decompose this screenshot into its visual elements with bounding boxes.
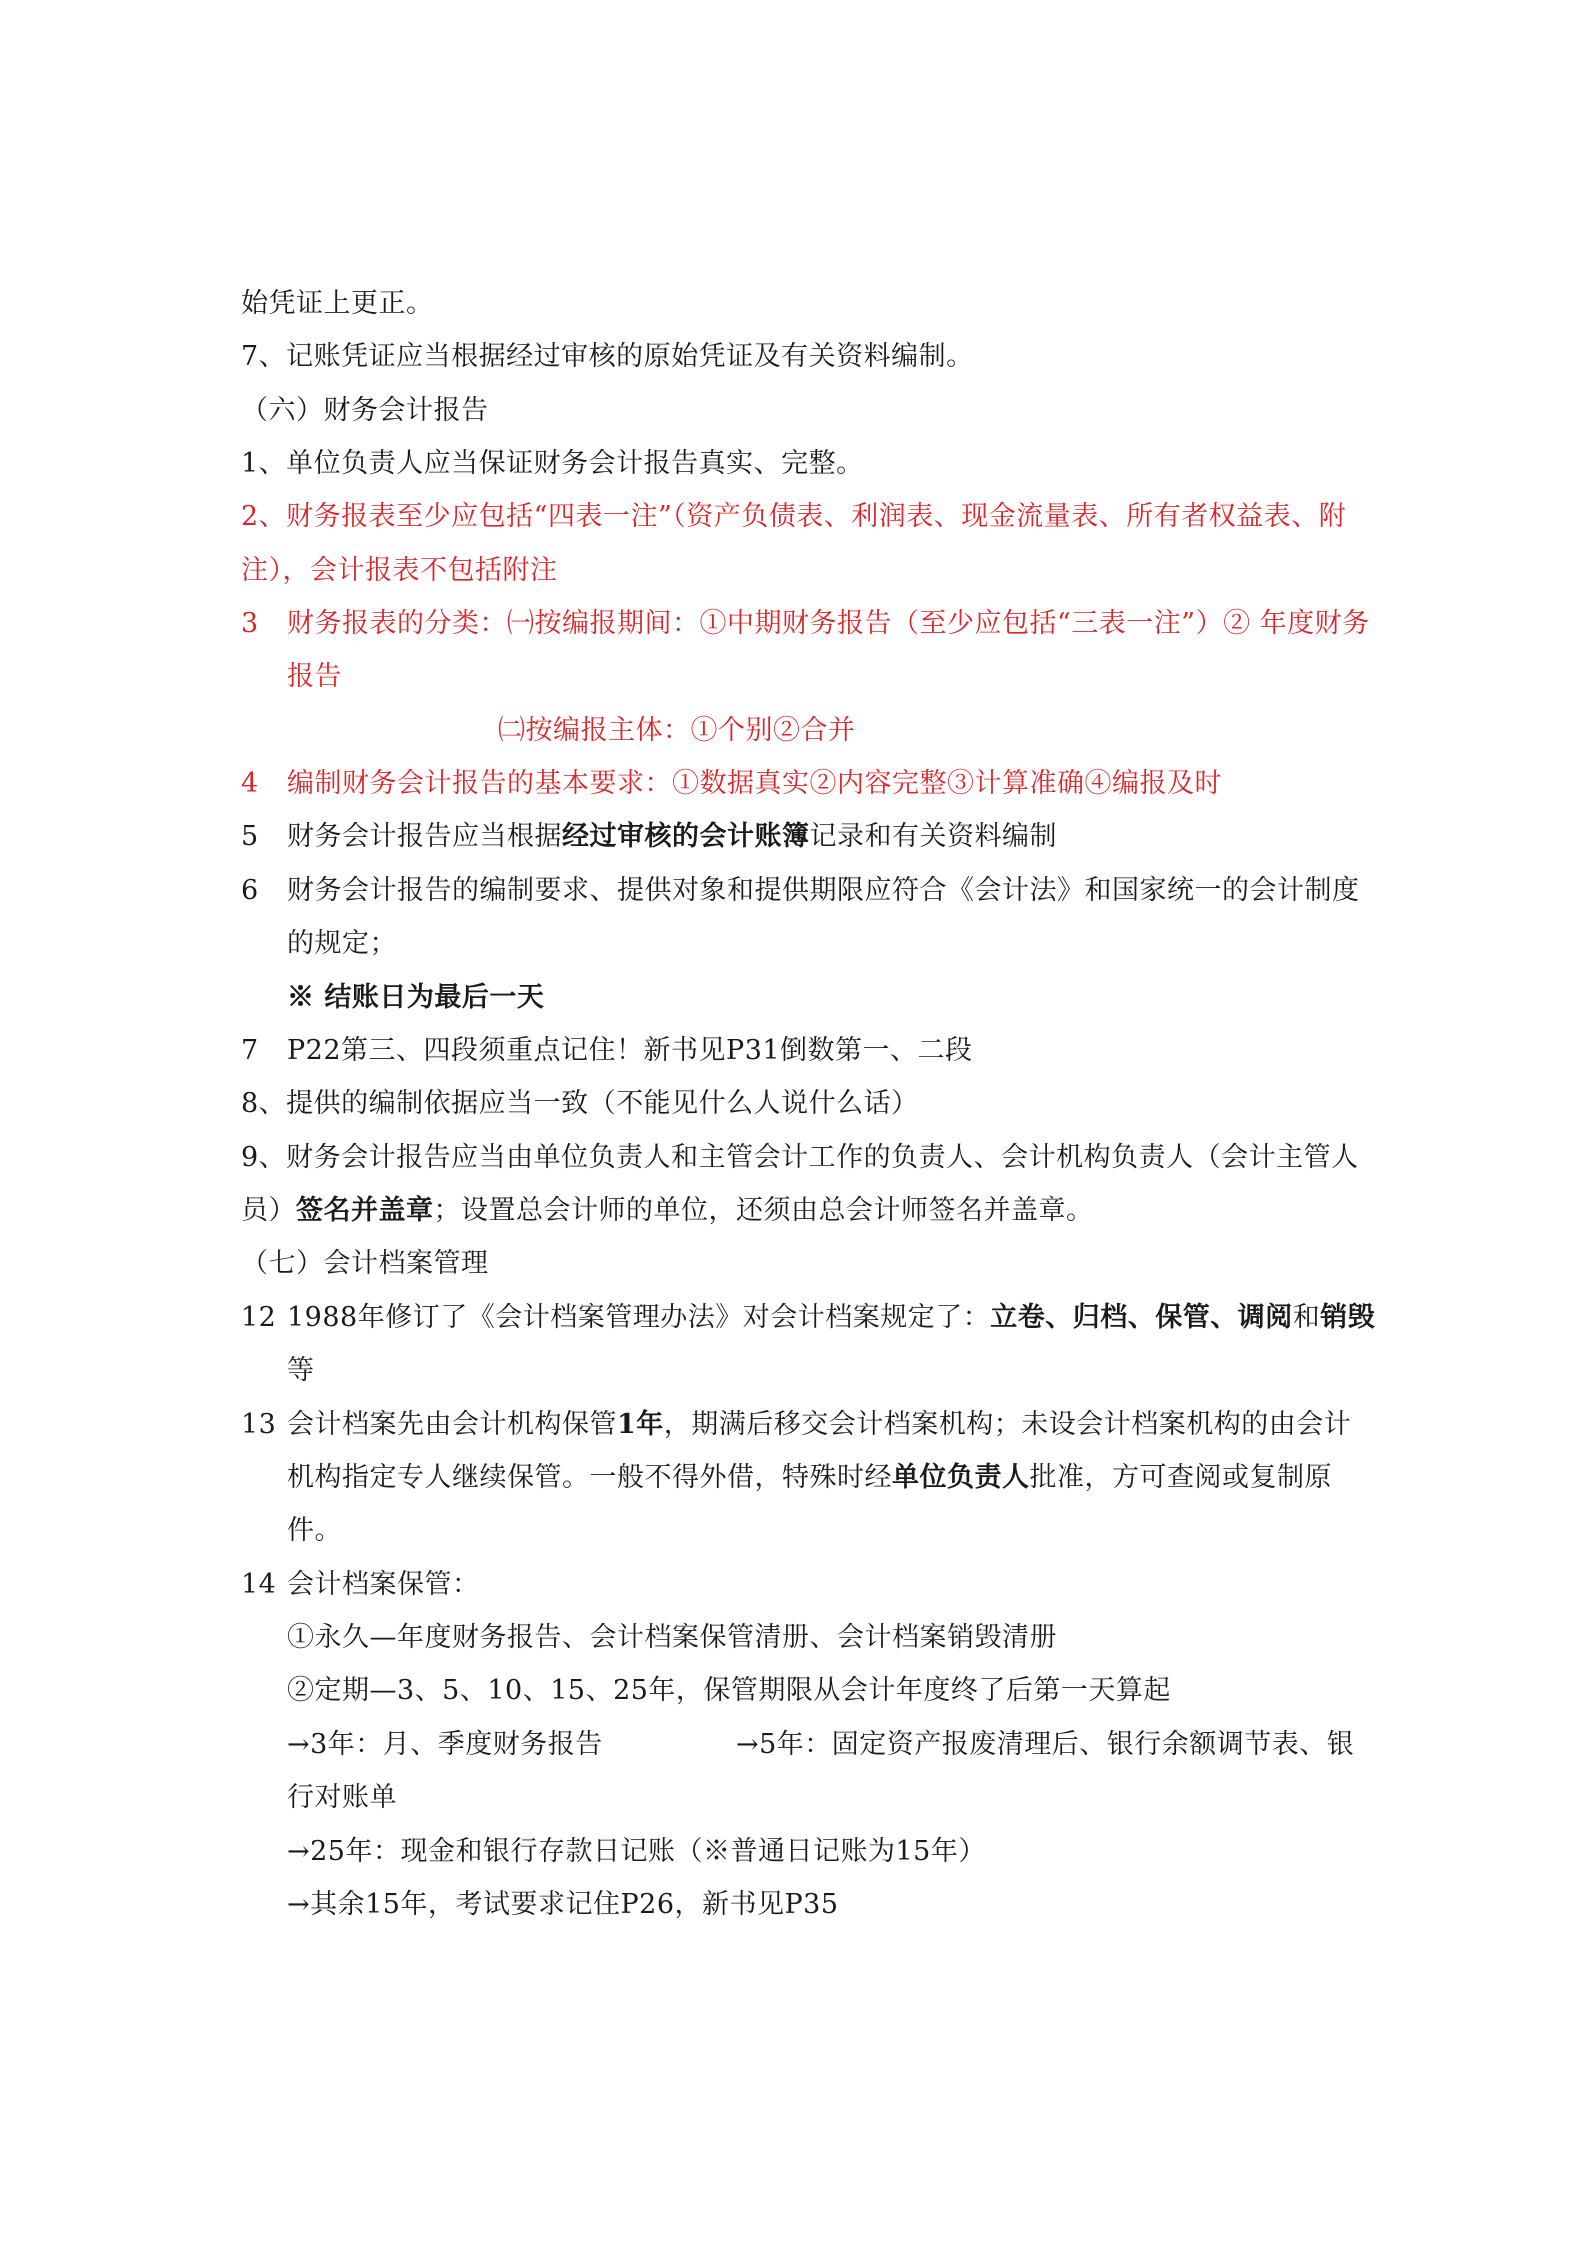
text-line xyxy=(287,1511,342,1551)
line-text: ；设置总会计师的单位，还须由总会计师签名并盖章。 xyxy=(433,1195,1094,1226)
line-text: 2、财务报表至少应包括“四表一注”（资产负债表、利润表、现金流量表、所有者权益表、附 xyxy=(241,501,1347,532)
line-text: ㈡按编报主体：①个别②合并 xyxy=(498,715,856,746)
line-text: 9、财务会计报告应当由单位负责人和主管会计工作的负责人、会计机构负责人（会计主管人 xyxy=(241,1142,1359,1173)
text-line xyxy=(241,817,1057,857)
text-line xyxy=(287,1618,1057,1658)
section-heading xyxy=(241,1244,489,1284)
text-line xyxy=(241,1138,1359,1178)
text-line xyxy=(241,1565,480,1605)
line-text: 会计档案保管： xyxy=(287,1569,480,1600)
line-text: 注），会计报表不包括附注 xyxy=(241,555,558,586)
line-text: 财务报表的分类：㈠按编报期间：①中期财务报告（至少应包括“三表一注”）② 年度财务 xyxy=(287,608,1370,639)
text-line xyxy=(287,924,397,964)
item-number: 6 xyxy=(241,875,259,906)
text-line xyxy=(287,1885,839,1925)
text-line xyxy=(241,444,864,484)
section-heading xyxy=(241,391,489,431)
text-line xyxy=(241,284,434,324)
text-line xyxy=(287,1671,1171,1711)
bold-text: 单位负责人 xyxy=(892,1462,1030,1493)
line-text: 员） xyxy=(241,1195,296,1226)
bold-text: 1年 xyxy=(617,1409,664,1440)
note-text: ※ 结账日为最后一天 xyxy=(287,982,545,1013)
item-number: 12 xyxy=(241,1302,277,1333)
line-text: 编制财务会计报告的基本要求：①数据真实②内容完整③计算准确④编报及时 xyxy=(287,768,1222,799)
line-text: 始凭证上更正。 xyxy=(241,288,434,319)
bold-text: 销毁 xyxy=(1320,1302,1376,1333)
text-line xyxy=(241,1031,973,1071)
highlight-line xyxy=(287,657,342,697)
line-text: 行对账单 xyxy=(287,1782,397,1813)
line-text: 机构指定专人继续保管。一般不得外借，特殊时经 xyxy=(287,1462,892,1493)
text-line xyxy=(241,1298,1375,1338)
item-number: 14 xyxy=(241,1569,277,1600)
line-text: 批准，方可查阅或复制原 xyxy=(1029,1462,1332,1493)
line-text: 会计档案先由会计机构保管 xyxy=(287,1409,617,1440)
line-text: 8、提供的编制依据应当一致（不能见什么人说什么话） xyxy=(241,1088,919,1119)
bold-text: 签名并盖章 xyxy=(296,1195,434,1226)
line-text: 财务会计报告的编制要求、提供对象和提供期限应符合《会计法》和国家统一的会计制度 xyxy=(287,875,1360,906)
text-line xyxy=(287,1458,1332,1498)
heading-text: （七）会计档案管理 xyxy=(241,1248,489,1279)
line-text: P22第三、四段须重点记住！新书见P31倒数第一、二段 xyxy=(287,1035,973,1066)
text-line xyxy=(287,1832,986,1872)
highlight-line xyxy=(241,497,1346,537)
item-number: 4 xyxy=(241,768,259,799)
text-line xyxy=(287,1351,315,1391)
item-number: 3 xyxy=(241,608,259,639)
item-number: 5 xyxy=(241,821,259,852)
bold-text: 经过审核的会计账簿 xyxy=(562,821,810,852)
text-line xyxy=(241,1191,1094,1231)
highlight-line xyxy=(241,604,1370,644)
line-text: →25年：现金和银行存款日记账（※普通日记账为15年） xyxy=(287,1836,986,1867)
item-number: 13 xyxy=(241,1409,277,1440)
text-line xyxy=(241,1084,919,1124)
heading-text: （六）财务会计报告 xyxy=(241,395,489,426)
line-text: ，期满后移交会计档案机构；未设会计档案机构的由会计 xyxy=(663,1409,1352,1440)
line-text: 财务会计报告应当根据 xyxy=(287,821,562,852)
line-text: 7、记账凭证应当根据经过审核的原始凭证及有关资料编制。 xyxy=(241,341,974,372)
text-line xyxy=(241,337,974,377)
text-line xyxy=(287,1725,603,1765)
line-text: ①永久—年度财务报告、会计档案保管清册、会计档案销毁清册 xyxy=(287,1622,1057,1653)
line-text: ②定期—3、5、10、15、25年，保管期限从会计年度终了后第一天算起 xyxy=(287,1675,1171,1706)
line-text: 1988年修订了《会计档案管理办法》对会计档案规定了： xyxy=(287,1302,991,1333)
line-text: →3年：月、季度财务报告 xyxy=(287,1729,603,1760)
line-text: →5年：固定资产报废清理后、银行余额调节表、银 xyxy=(736,1729,1355,1760)
item-number: 7 xyxy=(241,1035,259,1066)
highlight-line xyxy=(498,711,856,751)
text-line xyxy=(287,1778,397,1818)
note-line xyxy=(287,978,544,1018)
highlight-line xyxy=(241,764,1222,804)
line-text: 1、单位负责人应当保证财务会计报告真实、完整。 xyxy=(241,448,864,479)
text-line xyxy=(241,871,1360,911)
highlight-line xyxy=(241,551,558,591)
text-line xyxy=(736,1725,1354,1765)
line-text: 记录和有关资料编制 xyxy=(809,821,1057,852)
bold-text: 立卷、归档、保管、调阅 xyxy=(990,1302,1293,1333)
line-text: 等 xyxy=(287,1355,315,1386)
line-text: 的规定； xyxy=(287,928,397,959)
line-text: 件。 xyxy=(287,1515,342,1546)
line-text: 报告 xyxy=(287,661,342,692)
text-line xyxy=(241,1405,1351,1445)
line-text: →其余15年，考试要求记住P26，新书见P35 xyxy=(287,1889,839,1920)
line-text: 和 xyxy=(1292,1302,1321,1333)
